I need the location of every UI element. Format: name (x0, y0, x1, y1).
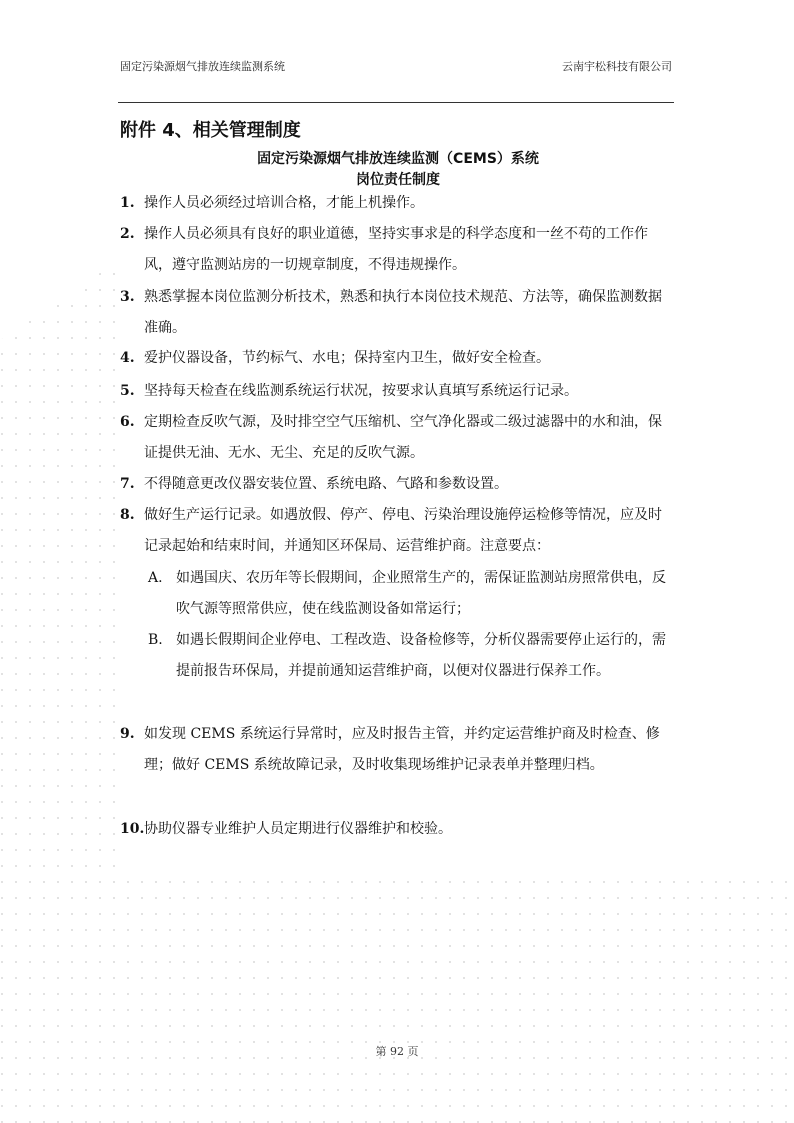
list-item (120, 282, 674, 344)
list-item-text: 操作人员必须经过培训合格，才能上机操作。 (144, 195, 424, 211)
list-item (120, 719, 674, 781)
sub-list-item (148, 563, 674, 625)
list-item-number: 9. (120, 726, 135, 742)
list-item (120, 376, 674, 407)
list-item-text: 坚持每天检查在线监测系统运行状况，按要求认真填写系统运行记录。 (144, 383, 578, 399)
list-item (120, 188, 674, 219)
list-item-number: 6. (120, 414, 135, 430)
list-item (120, 407, 674, 469)
document-title: 固定污染源烟气排放连续监测（CEMS）系统 (257, 151, 539, 167)
list-item-text: 操作人员必须具有良好的职业道德，坚持实事求是的科学态度和一丝不苟的工作作风，遵守监测站房的一切规章制度，不得违规操作。 (144, 226, 648, 273)
list-item-text: 协助仪器专业维护人员定期进行仪器维护和校验。 (144, 821, 452, 837)
list-item-number: 5. (120, 383, 135, 399)
sub-list-item-text: 如遇长假期间企业停电、工程改造、设备检修等，分析仪器需要停止运行的，需提前报告环保局，并提前通知运营维护商，以便对仪器进行保养工作。 (176, 632, 666, 679)
sub-list-item-marker: A. (148, 570, 163, 586)
list-item-number: 3. (120, 289, 135, 305)
sub-list-item-text: 如遇国庆、农历年等长假期间，企业照常生产的，需保证监测站房照常供电，反吹气源等照常供应，使在线监测设备如常运行； (176, 570, 666, 617)
list-item (120, 500, 674, 562)
header-company: 云南宇松科技有限公司 (562, 60, 672, 73)
list-item (120, 469, 674, 500)
list-item (120, 219, 674, 281)
list-item-number: 7. (120, 476, 135, 492)
list-item (120, 343, 674, 374)
list-item-text: 定期检查反吹气源，及时排空空气压缩机、空气净化器或二级过滤器中的水和油，保证提供无油、无水、无尘、充足的反吹气源。 (144, 414, 662, 461)
page-number: 第 92 页 (375, 1045, 419, 1058)
list-item-text: 熟悉掌握本岗位监测分析技术，熟悉和执行本岗位技术规范、方法等，确保监测数据准确。 (144, 289, 662, 336)
document-subtitle: 岗位责任制度 (356, 172, 440, 188)
section-title: 附件 4、相关管理制度 (120, 120, 301, 141)
list-item-text: 做好生产运行记录。如遇放假、停产、停电、污染治理设施停运检修等情况，应及时记录起始和结束时间，并通知区环保局、运营维护商。注意要点： (144, 507, 662, 554)
sub-list-item (148, 625, 674, 687)
list-item (120, 814, 674, 845)
list-item-number: 8. (120, 507, 135, 523)
list-item-text: 爱护仪器设备，节约标气、水电；保持室内卫生，做好安全检查。 (144, 350, 550, 366)
header-divider (118, 102, 674, 103)
list-item-number: 2. (120, 226, 135, 242)
list-item-text: 不得随意更改仪器安装位置、系统电路、气路和参数设置。 (144, 476, 508, 492)
list-item-text: 如发现 CEMS 系统运行异常时，应及时报告主管，并约定运营维护商及时检查、修理；做好 CEMS 系统故障记录，及时收集现场维护记录表单并整理归档。 (144, 726, 660, 773)
sub-list-item-marker: B. (148, 632, 163, 648)
list-item-number: 4. (120, 350, 135, 366)
list-item-number: 10. (120, 821, 145, 837)
list-item-number: 1. (120, 195, 135, 211)
header-title: 固定污染源烟气排放连续监测系统 (120, 60, 285, 73)
